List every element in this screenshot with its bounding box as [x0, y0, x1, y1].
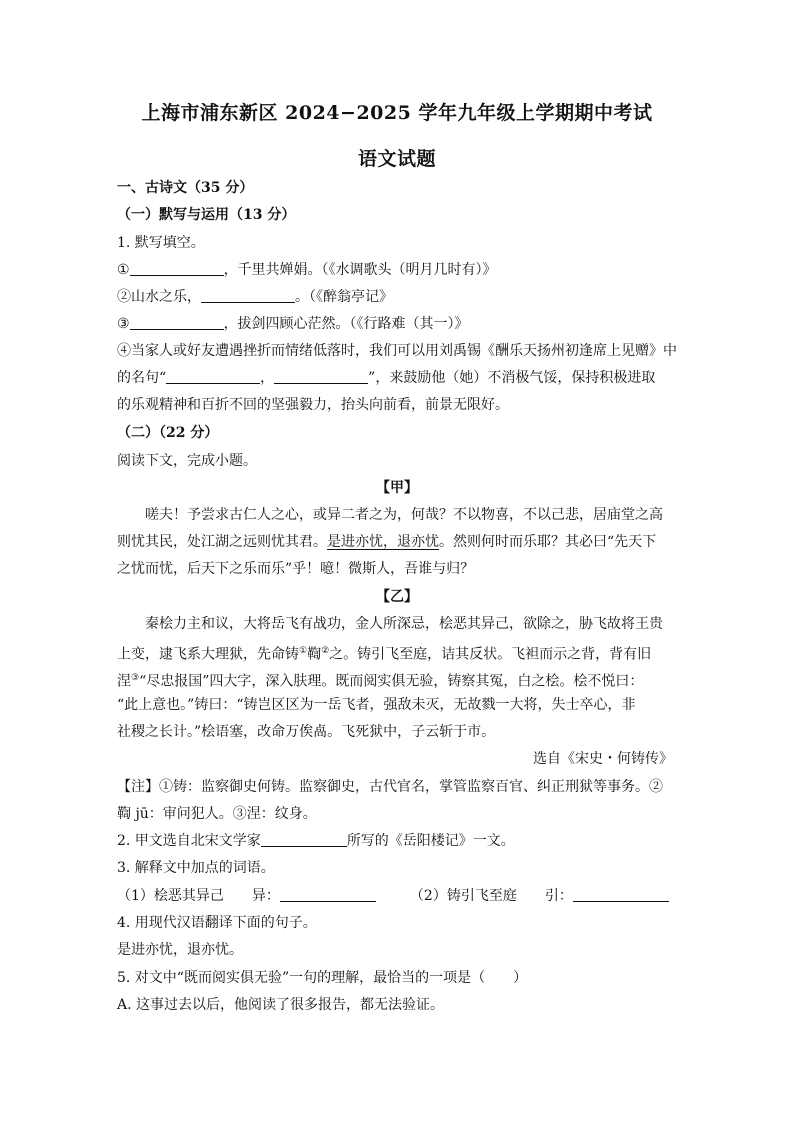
- answer-blank[interactable]: [166, 369, 260, 384]
- part1-heading: （一）默写与运用（13 分）: [117, 207, 296, 223]
- passage-yi-line3: [117, 668, 677, 692]
- notes-line2: 鞫 jū：审问犯人。③涅：纹身。: [117, 806, 317, 822]
- passage-jia-line2-a: 则忧其民，处江湖之远则忧其君。: [117, 534, 327, 550]
- passage-jia-line2: [117, 532, 677, 552]
- reading-instruction: 阅读下文，完成小题。: [117, 453, 257, 469]
- q1-item-2-suffix: 。（《醉翁亭记》: [295, 289, 393, 305]
- answer-blank[interactable]: [573, 887, 669, 902]
- passage-yi-line1: 秦桧力主和议，大将岳飞有战功，金人所深忌，桧恶其异己，欲除之，胁飞故将王贵: [145, 616, 663, 632]
- passage-jia-line1: 嗟夫！予尝求古仁人之心，或异二者之为，何哉？不以物喜，不以己悲，居庙堂之高: [145, 507, 663, 523]
- passage-yi-line3-a: 涅: [117, 673, 131, 690]
- question-4: 4. 用现代汉语翻译下面的句子。: [117, 915, 317, 931]
- passage-yi-label: 【乙】: [376, 589, 418, 605]
- answer-blank[interactable]: [274, 369, 368, 384]
- passage-yi-line2: [117, 641, 677, 665]
- q1-item-4-line3: 的乐观精神和百折不回的坚强毅力，抬头向前看，前景无限好。: [117, 397, 509, 413]
- question-4-sentence: 是进亦忧，退亦忧。: [117, 942, 243, 958]
- passage-yi-line2-c: 之。铸引飞至庭，诘其反状。飞袒而示之背，背有旧: [329, 646, 652, 663]
- q1-item-2: [117, 287, 677, 307]
- question-2-a: 2. 甲文选自北宋文学家: [117, 833, 261, 849]
- q1-item-4-line1: ④当家人或好友遭遇挫折而情绪低落时，我们可以用刘禹锡《酬乐天扬州初逢席上见赠》中: [117, 343, 677, 359]
- question-2: [117, 831, 677, 851]
- answer-blank[interactable]: [130, 315, 224, 330]
- question-3-item-1: （1）桧恶其异己 异：: [117, 888, 280, 904]
- underlined-sentence: 是进亦忧，退亦忧: [327, 534, 439, 550]
- q1-item-4-comma: ，: [260, 370, 275, 386]
- q1-item-2-prefix: ②山水之乐，: [117, 289, 201, 305]
- q1-item-4-open: 的名句“: [117, 370, 167, 386]
- q1-item-4-line2: [117, 368, 677, 388]
- footnote-marker: ②: [321, 646, 330, 656]
- passage-yi-line4: “此上意也。”铸曰：“铸岂区区为一岳飞者，强敌未灭，无故戮一大将，失士卒心，非: [117, 697, 636, 713]
- footnote-marker: ③: [131, 673, 140, 683]
- exam-subtitle: 语文试题: [357, 148, 436, 170]
- answer-blank[interactable]: [280, 887, 376, 902]
- part2-heading: （二）（22 分）: [117, 425, 219, 441]
- passage-jia-line3: 之忧而忧，后天下之乐而乐”乎！噫！微斯人，吾谁与归？: [117, 561, 475, 577]
- question-3: 3. 解释文中加点的词语。: [117, 860, 275, 876]
- question-5: 5. 对文中“既而阅实俱无验”一句的理解，最恰当的一项是（ ）: [117, 970, 528, 986]
- q1-item-3-suffix: ，拔剑四顾心茫然。（《行路难（其一）》: [223, 316, 469, 332]
- q1-item-4-close: ”，来鼓励他（她）不消极气馁，保持积极进取: [368, 370, 656, 386]
- passage-source: 选自《宋史・何铸传》: [533, 751, 673, 767]
- exam-title: 上海市浦东新区 2024−2025 学年九年级上学期期中考试: [141, 102, 653, 124]
- question-5-option-a: A. 这事过去以后，他阅读了很多报告，都无法验证。: [117, 997, 445, 1013]
- passage-yi-line5: 社稷之长计。”桧语塞，改命万俟卨。飞死狱中，子云斩于市。: [117, 724, 496, 740]
- notes-line1: 【注】①铸：监察御史何铸。监察御史，古代官名，掌管监察百官、纠正刑狱等事务。②: [117, 779, 663, 795]
- footnote-marker: ①: [299, 646, 308, 656]
- q1-item-1: [117, 260, 677, 280]
- q1-item-1-suffix: ，千里共婵娟。（《水调歌头（明月几时有）》: [223, 262, 497, 278]
- answer-blank[interactable]: [201, 288, 295, 303]
- passage-jia-label: 【甲】: [376, 480, 418, 496]
- q1-item-3: [117, 314, 677, 334]
- answer-blank[interactable]: [261, 832, 347, 847]
- answer-blank[interactable]: [130, 261, 224, 276]
- question-3-item-2: （2）铸引飞至庭 引：: [409, 888, 573, 904]
- q1-item-3-prefix: ③: [117, 316, 130, 332]
- passage-yi-line3-b: “尽忠报国”四大字，深入肤理。既而阅实俱无验，铸察其冤，白之桧。桧不悦曰：: [139, 673, 644, 690]
- passage-yi-line2-a: 上变，逮飞系大理狱，先命铸: [117, 646, 299, 663]
- q1-item-1-prefix: ①: [117, 262, 130, 278]
- question-2-b: 所写的《岳阳楼记》一文。: [346, 833, 515, 849]
- question-1: 1. 默写填空。: [117, 235, 205, 251]
- question-3-items: [117, 886, 677, 906]
- passage-jia-line2-c: 。然则何时而乐耶？其必曰“先天下: [439, 534, 657, 550]
- passage-yi-line2-b: 鞫: [307, 646, 322, 663]
- section-heading: 一、古诗文（35 分）: [117, 180, 254, 196]
